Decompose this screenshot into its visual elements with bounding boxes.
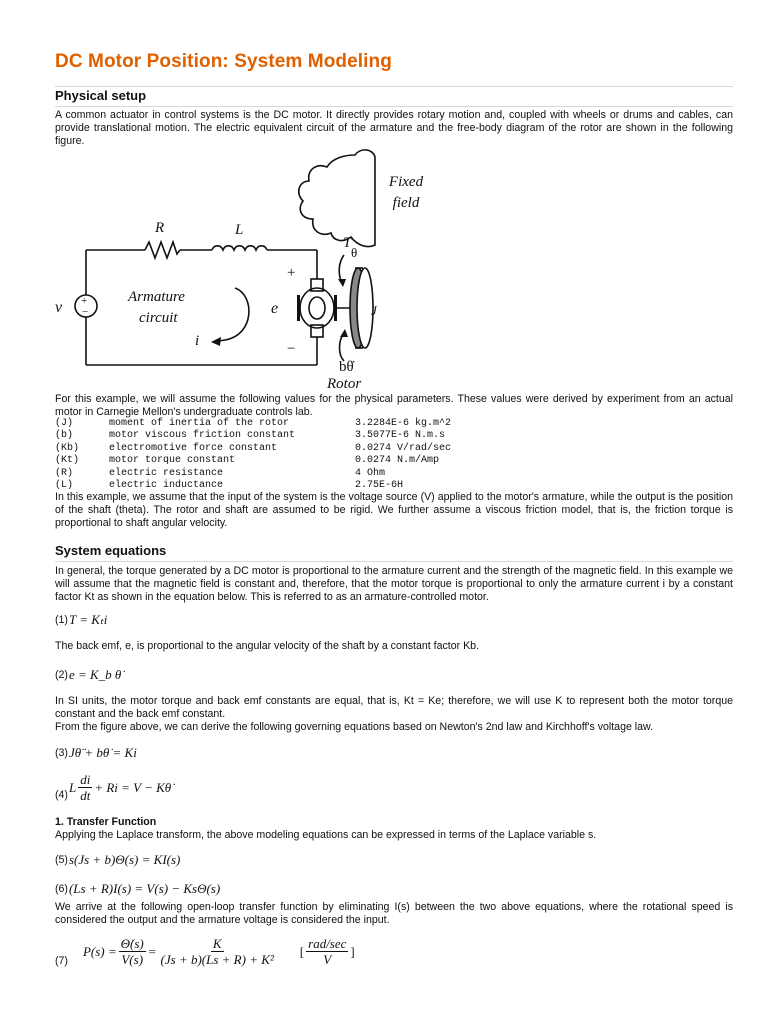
label-circuit: circuit xyxy=(139,310,178,326)
param-symbol: (Kt) xyxy=(55,455,80,467)
back-emf-paragraph: The back emf, e, is proportional to the angular velocity of the shaft by a constant factor Kb. xyxy=(55,640,479,652)
equation-lhs: P(s) = xyxy=(82,943,117,959)
param-value: 0.0274 V/rad/sec xyxy=(355,442,452,454)
param-value: 4 Ohm xyxy=(355,467,386,479)
fixed-field-line-1: Fixed xyxy=(388,174,424,190)
governing-equations-intro: From the figure above, we can derive the following governing equations based on Newton's 2nd law and Kirchhoff's voltage law. xyxy=(55,721,654,733)
param-description: moment of inertia of the rotor xyxy=(109,418,290,429)
label-rotor: Rotor xyxy=(327,376,362,392)
param-value: 2.75E-6H xyxy=(355,479,404,491)
equation-3 xyxy=(55,745,137,761)
title-divider xyxy=(55,86,733,87)
open-loop-paragraph: We arrive at the following open-loop transfer function by eliminating I(s) between the two above equations, where the rotational speed is considered the output and the armature voltage is considered the input. xyxy=(55,901,733,926)
param-value: 0.0274 N.m/Amp xyxy=(355,455,440,467)
fraction-numerator: Θ̇(s) xyxy=(120,936,144,951)
param-row xyxy=(55,418,451,430)
fraction-denominator: V(s) xyxy=(121,952,144,967)
equation-2 xyxy=(55,667,121,683)
param-row xyxy=(55,443,451,455)
fixed-field-label xyxy=(381,172,431,214)
equation-body: (Ls + R)I(s) = V(s) − KsΘ(s) xyxy=(68,881,221,896)
label-J: J xyxy=(371,303,377,318)
param-value: 3.5077E-6 N.m.s xyxy=(355,430,446,442)
label-b-theta-dot: bθ̇ xyxy=(339,359,354,375)
param-symbol: (R) xyxy=(55,467,74,479)
equation-number: (1) xyxy=(55,614,68,626)
label-minus: − xyxy=(287,341,296,357)
label-e: e xyxy=(271,300,279,317)
fraction-di-dt xyxy=(78,772,92,803)
fraction-denominator: V xyxy=(323,952,332,967)
fraction-theta-dot-over-v xyxy=(119,936,146,967)
section-heading-system-equations: System equations xyxy=(55,543,167,558)
page-title: DC Motor Position: System Modeling xyxy=(55,51,392,72)
intro-paragraph: A common actuator in control systems is the DC motor. It directly provides rotary motion and, coupled with wheels or drums and cables, can provide translational motion. The electric equivalent circuit of the armature and the free-body diagram of the rotor are shown in the following figure. xyxy=(55,109,733,147)
params-intro-paragraph: For this example, we will assume the following values for the physical parameters. These values were derived by experiment from an actual motor in Carnegie Mellon's undergraduate controls lab. xyxy=(55,393,733,418)
si-units-paragraph: In SI units, the motor torque and back emf constants are equal, that is, Kt = Ke; therefore, we will use K to represent both the motor torque constant and the back emf constant. xyxy=(55,695,733,720)
fraction-denominator: dt xyxy=(80,788,91,803)
unit-bracket-open: [ xyxy=(299,943,305,959)
equation-1 xyxy=(55,612,107,628)
source-minus-sign: − xyxy=(82,306,89,318)
param-symbol: (b) xyxy=(55,430,74,442)
equation-number: (2) xyxy=(55,669,68,681)
unit-bracket-close: ] xyxy=(350,943,355,959)
param-row xyxy=(55,430,451,442)
equation-body: T = Kₜi xyxy=(68,612,108,627)
fraction-transfer-function xyxy=(159,936,276,967)
equation-number: (5) xyxy=(55,854,68,866)
param-description: electric resistance xyxy=(109,467,224,479)
equation-number: (6) xyxy=(55,883,68,895)
laplace-paragraph: Applying the Laplace transform, the above modeling equations can be expressed in terms of the Laplace variable s. xyxy=(55,829,597,841)
section-divider xyxy=(55,561,733,562)
label-plus: + xyxy=(287,265,296,281)
param-row xyxy=(55,455,451,467)
param-row xyxy=(55,468,451,480)
param-symbol: (J) xyxy=(55,418,74,429)
source-plus-sign: + xyxy=(81,295,88,307)
fixed-field-line-2: field xyxy=(392,195,420,211)
assumption-paragraph: In this example, we assume that the input of the system is the voltage source (V) applied to the motor's armature, while the output is the position of the shaft (theta). The rotor and shaft are assumed to be rigid. We further assume a viscous friction model, that is, the friction torque is proportional to shaft angular velocity. xyxy=(55,491,733,529)
param-description: motor viscous friction constant xyxy=(109,430,296,442)
fraction-units xyxy=(306,936,348,967)
param-symbol: (L) xyxy=(55,479,74,491)
equation-body: s(Js + b)Θ(s) = KI(s) xyxy=(68,852,181,867)
fraction-numerator: di xyxy=(80,772,91,787)
subsection-heading-transfer-function: 1. Transfer Function xyxy=(55,816,157,828)
label-R: R xyxy=(155,220,165,236)
label-L: L xyxy=(235,222,244,238)
label-v: v xyxy=(55,299,63,316)
param-description: electromotive force constant xyxy=(109,442,278,454)
equation-number: (4) xyxy=(55,789,68,801)
equation-body: Jθ̈ + bθ̇ = Ki xyxy=(68,745,137,760)
equals-sign: = xyxy=(147,943,157,959)
equation-body: + Ri = V − Kθ̇ xyxy=(94,779,172,795)
parameter-table xyxy=(55,418,451,492)
section-heading-physical-setup: Physical setup xyxy=(55,88,147,103)
param-description: electric inductance xyxy=(109,479,224,491)
equation-5 xyxy=(55,852,180,868)
label-i: i xyxy=(195,333,200,349)
param-description: motor torque constant xyxy=(109,455,236,467)
fraction-denominator: (Js + b)(Ls + R) + K² xyxy=(160,952,274,967)
label-theta: θ xyxy=(351,245,358,260)
equation-body: e = K_b θ̇ xyxy=(68,667,122,682)
equation-4 xyxy=(55,772,171,803)
torque-paragraph: In general, the torque generated by a DC motor is proportional to the armature current and the strength of the magnetic field. In this example we will assume that the magnetic field is constant and, therefore, that the motor torque is proportional to only the armature current i by a constant factor Kt as shown in the equation below. This is referred to as an armature-controlled motor. xyxy=(55,565,733,603)
fraction-numerator: rad/sec xyxy=(308,936,347,951)
dc-motor-diagram xyxy=(55,145,375,395)
equation-term-L: L xyxy=(68,779,77,795)
section-divider xyxy=(55,106,733,107)
equation-number: (7) xyxy=(55,955,68,967)
fraction-numerator: K xyxy=(212,936,222,951)
param-symbol: (Kb) xyxy=(55,442,80,454)
equation-7 xyxy=(55,936,355,967)
equation-number: (3) xyxy=(55,747,68,759)
label-T: T xyxy=(343,235,352,251)
equation-6 xyxy=(55,881,220,897)
param-value: 3.2284E-6 kg.m^2 xyxy=(355,418,452,429)
label-armature: Armature xyxy=(128,289,185,305)
